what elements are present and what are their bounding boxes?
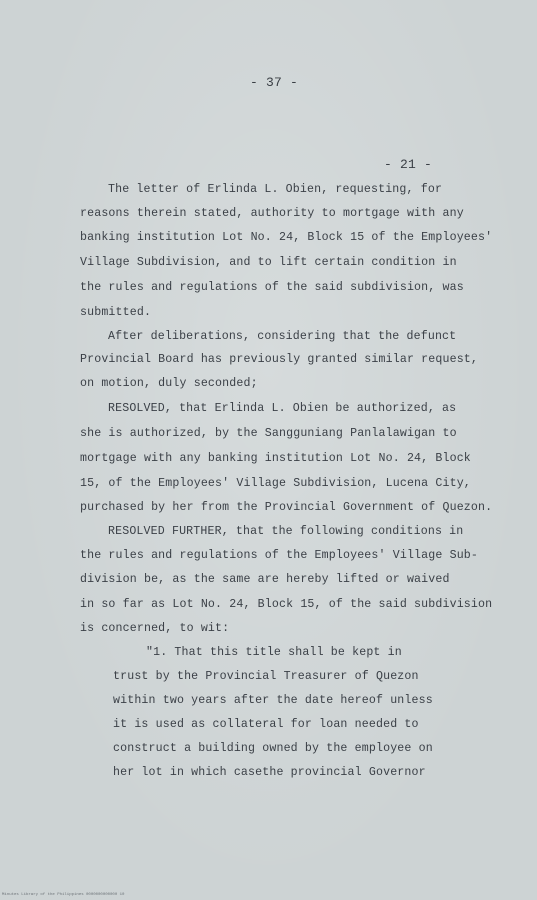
text-line: within two years after the date hereof unless [113,694,433,707]
text-line: Provincial Board has previously granted similar request, [80,353,479,366]
page-number: - 37 - [250,75,299,90]
text-line: submitted. [80,306,152,319]
text-line: trust by the Provincial Treasurer of Quezon [113,670,419,683]
text-line: purchased by her from the Provincial Government of Quezon. [80,501,493,514]
text-line: "1. That this title shall be kept in [146,646,402,659]
text-line: RESOLVED, that Erlinda L. Obien be authorized, as [108,402,457,415]
sub-page-number: - 21 - [384,157,433,172]
text-line: mortgage with any banking institution Lot No. 24, Block [80,452,471,465]
text-line: the rules and regulations of the said subdivision, was [80,281,464,294]
text-line: in so far as Lot No. 24, Block 15, of the said subdivision [80,598,493,611]
text-line: RESOLVED FURTHER, that the following conditions in [108,525,464,538]
text-line: she is authorized, by the Sangguniang Panlalawigan to [80,427,457,440]
text-line: on motion, duly seconded; [80,377,258,390]
text-line: construct a building owned by the employee on [113,742,433,755]
text-line: the rules and regulations of the Employees' Village Sub- [80,549,479,562]
text-line: 15, of the Employees' Village Subdivision, Lucena City, [80,477,471,490]
text-line: her lot in which casethe provincial Governor [113,766,426,779]
text-line: reasons therein stated, authority to mortgage with any [80,207,464,220]
footer-text: Minutes Library of the Philippines 0000000000000 10 [2,893,125,897]
text-line: After deliberations, considering that the defunct [108,330,457,343]
text-line: The letter of Erlinda L. Obien, requesting, for [108,183,443,196]
text-line: Village Subdivision, and to lift certain condition in [80,256,457,269]
text-line: banking institution Lot No. 24, Block 15 of the Employees' [80,231,493,244]
text-line: it is used as collateral for loan needed to [113,718,419,731]
text-line: is concerned, to wit: [80,622,230,635]
text-line: division be, as the same are hereby lifted or waived [80,573,450,586]
